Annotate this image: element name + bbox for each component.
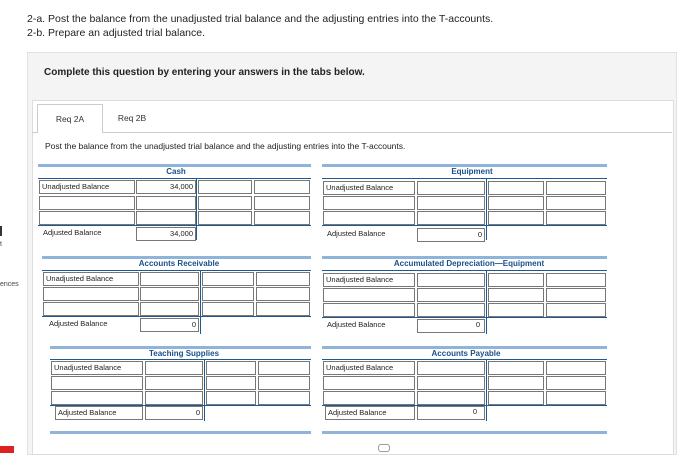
accounts-receivable-row2-credit-input[interactable] bbox=[256, 302, 310, 316]
accounts-receivable-unadjusted-credit-label-input[interactable] bbox=[202, 272, 254, 286]
accounts-payable-unadjusted-credit-input[interactable] bbox=[546, 361, 606, 375]
teaching-supplies-unadjusted-credit-label-input[interactable] bbox=[206, 361, 256, 375]
cash-unadjusted-credit-label[interactable] bbox=[198, 180, 252, 194]
instruction-2b: 2-b. Prepare an adjusted trial balance. bbox=[27, 27, 206, 39]
equipment-unadjusted-credit-input[interactable] bbox=[546, 181, 606, 195]
teaching-supplies-unadjusted-debit-input[interactable] bbox=[145, 361, 203, 375]
equipment-adjusted-label: Adjusted Balance bbox=[325, 228, 415, 242]
t-account-divider-accumulated-depreciation bbox=[486, 270, 487, 334]
margin-red-marker bbox=[0, 446, 14, 453]
cash-adjusted-input[interactable]: 34,000 bbox=[136, 227, 196, 241]
teaching-supplies-row1-credit-label-input[interactable] bbox=[206, 376, 256, 390]
accounts-payable-row1-credit-label-input[interactable] bbox=[488, 376, 544, 390]
tab-req-2b-label: Req 2B bbox=[117, 113, 147, 123]
equipment-unadjusted-credit-label-input[interactable] bbox=[488, 181, 544, 195]
accounts-receivable-row2-debit-input[interactable] bbox=[140, 302, 199, 316]
accounts-payable-row2-credit-label-input[interactable] bbox=[488, 391, 544, 405]
accounts-payable-row1-label-input[interactable] bbox=[323, 376, 415, 390]
t-account-total-line-cash bbox=[38, 225, 311, 226]
cash-adjusted-label: Adjusted Balance bbox=[41, 227, 135, 241]
margin-fragment-1: t bbox=[0, 241, 2, 248]
accumulated-depreciation-row2-label-input[interactable] bbox=[323, 303, 415, 317]
teaching-supplies-unadjusted-credit-input[interactable] bbox=[258, 361, 310, 375]
t-account-bar-cash bbox=[38, 164, 311, 167]
equipment-row1-credit-input[interactable] bbox=[546, 196, 606, 210]
cash-row2-credit-label-input[interactable] bbox=[198, 211, 252, 225]
accounts-payable-adjusted-input[interactable]: 0 bbox=[472, 407, 477, 416]
cash-row1-credit-input[interactable] bbox=[254, 196, 310, 210]
equipment-row2-debit-input[interactable] bbox=[417, 211, 485, 225]
teaching-supplies-row2-credit-input[interactable] bbox=[258, 391, 310, 405]
t-account-line-accumulated-depreciation bbox=[322, 270, 607, 271]
accounts-payable-adjusted-label: Adjusted Balance bbox=[325, 406, 415, 420]
accounts-receivable-row2-credit-label-input[interactable] bbox=[202, 302, 254, 316]
equipment-adjusted-input[interactable]: 0 bbox=[417, 228, 485, 242]
teaching-supplies-row2-debit-input[interactable] bbox=[145, 391, 203, 405]
instruction-2a: 2-a. Post the balance from the unadjusted trial balance and the adjusting entries into the T-accounts. bbox=[27, 13, 494, 25]
accumulated-depreciation-row1-label-input[interactable] bbox=[323, 288, 415, 302]
accounts-payable-row0-credit-label-input[interactable] bbox=[488, 361, 544, 375]
accounts-receivable-row1-credit-label-input[interactable] bbox=[202, 287, 254, 301]
cash-row1-credit-label-input[interactable] bbox=[198, 196, 252, 210]
t-account-title-accumulated-depreciation: Accumulated Depreciation—Equipment bbox=[393, 259, 545, 268]
teaching-supplies-adjusted-input[interactable]: 0 bbox=[145, 406, 203, 420]
bottom-bar-left bbox=[50, 431, 311, 434]
accounts-receivable-adjusted-label: Adjusted Balance bbox=[47, 318, 139, 332]
t-account-bar-accounts-receivable bbox=[42, 256, 311, 259]
accumulated-depreciation-row2-credit-label-input[interactable] bbox=[488, 303, 544, 317]
accounts-payable-row1-debit-input[interactable] bbox=[417, 376, 485, 390]
t-account-divider-accounts-payable bbox=[486, 359, 487, 421]
teaching-supplies-row1-credit-input[interactable] bbox=[258, 376, 310, 390]
cash-unadjusted-label: Unadjusted Balance bbox=[39, 180, 135, 194]
cash-row1-debit-input[interactable] bbox=[136, 196, 196, 210]
equipment-unadjusted-label: Unadjusted Balance bbox=[323, 181, 415, 195]
t-account-divider-equipment bbox=[486, 178, 487, 240]
t-account-line-teaching-supplies bbox=[50, 359, 311, 360]
accumulated-depreciation-row2-credit-input[interactable] bbox=[546, 303, 606, 317]
bottom-bar-right bbox=[322, 431, 607, 434]
t-account-title-teaching-supplies: Teaching Supplies bbox=[148, 349, 220, 358]
link-icon bbox=[378, 444, 390, 452]
cash-unadjusted-debit-input[interactable]: 34,000 bbox=[136, 180, 196, 194]
equipment-row1-credit-label-input[interactable] bbox=[488, 196, 544, 210]
t-account-divider-teaching-supplies bbox=[204, 359, 205, 421]
t-account-bar-equipment bbox=[322, 164, 607, 167]
t-account-title-accounts-receivable: Accounts Receivable bbox=[138, 259, 220, 268]
t-account-total-line-accounts-receivable bbox=[42, 316, 311, 317]
t-account-bar-accounts-payable bbox=[322, 346, 607, 349]
tab-req-2a-label: Req 2A bbox=[55, 114, 85, 124]
cash-row1-label-input[interactable] bbox=[39, 196, 135, 210]
tab-req-2a[interactable] bbox=[37, 104, 103, 133]
accumulated-depreciation-row0-credit-label-input[interactable] bbox=[488, 273, 544, 287]
teaching-supplies-adjusted-label: Adjusted Balance bbox=[55, 406, 143, 420]
post-instruction: Post the balance from the unadjusted trial balance and the adjusting entries into the T-accounts. bbox=[45, 141, 406, 151]
accumulated-depreciation-adjusted-input[interactable]: 0 bbox=[475, 320, 480, 329]
accumulated-depreciation-row1-credit-label-input[interactable] bbox=[488, 288, 544, 302]
accumulated-depreciation-unadjusted-label: Unadjusted Balance bbox=[323, 273, 415, 287]
teaching-supplies-row1-debit-input[interactable] bbox=[145, 376, 203, 390]
t-account-line-accounts-payable bbox=[322, 359, 607, 360]
accounts-payable-row2-label-input[interactable] bbox=[323, 391, 415, 405]
accounts-payable-unadjusted-label: Unadjusted Balance bbox=[323, 361, 415, 375]
accumulated-depreciation-row2-debit-input[interactable] bbox=[417, 303, 485, 317]
tab-req-2b[interactable] bbox=[103, 104, 161, 132]
accounts-receivable-unadjusted-debit-input[interactable] bbox=[140, 272, 199, 286]
margin-fragment-2: ences bbox=[0, 281, 19, 288]
teaching-supplies-row2-credit-label-input[interactable] bbox=[206, 391, 256, 405]
accounts-payable-row2-debit-input[interactable] bbox=[417, 391, 485, 405]
accounts-receivable-unadjusted-credit-input[interactable] bbox=[256, 272, 310, 286]
t-account-title-cash: Cash bbox=[166, 167, 186, 176]
accounts-receivable-row2-label-input[interactable] bbox=[43, 302, 139, 316]
cash-unadjusted-credit-input[interactable] bbox=[254, 180, 310, 194]
accounts-receivable-adjusted-input[interactable]: 0 bbox=[140, 318, 199, 332]
cash-row2-debit-input[interactable] bbox=[136, 211, 196, 225]
t-account-line-equipment bbox=[322, 178, 607, 179]
equipment-row2-label-input[interactable] bbox=[323, 211, 415, 225]
t-account-title-accounts-payable: Accounts Payable bbox=[431, 349, 501, 358]
accounts-receivable-unadjusted-label: Unadjusted Balance bbox=[43, 272, 139, 286]
teaching-supplies-row1-label-input[interactable] bbox=[51, 376, 143, 390]
complete-question-label: Complete this question by entering your answers in the tabs below. bbox=[44, 67, 365, 78]
accounts-payable-row0-debit-input[interactable] bbox=[417, 361, 485, 375]
t-account-line-cash bbox=[38, 178, 311, 179]
t-account-total-line-equipment bbox=[322, 225, 607, 226]
equipment-row2-credit-label-input[interactable] bbox=[488, 211, 544, 225]
accumulated-depreciation-row1-debit-input[interactable] bbox=[417, 288, 485, 302]
accounts-receivable-row1-label-input[interactable] bbox=[43, 287, 139, 301]
margin-marker bbox=[0, 226, 2, 236]
t-account-bar-accumulated-depreciation bbox=[322, 256, 607, 259]
equipment-unadjusted-debit-input[interactable] bbox=[417, 181, 485, 195]
equipment-row1-label-input[interactable] bbox=[323, 196, 415, 210]
accumulated-depreciation-row1-credit-input[interactable] bbox=[546, 288, 606, 302]
teaching-supplies-row2-label-input[interactable] bbox=[51, 391, 143, 405]
accounts-payable-row2-credit-input[interactable] bbox=[546, 391, 606, 405]
t-account-divider-cash bbox=[196, 178, 197, 240]
t-account-line-accounts-receivable bbox=[42, 270, 311, 271]
t-account-divider-accounts-receivable bbox=[200, 270, 201, 334]
accumulated-depreciation-adjusted-label: Adjusted Balance bbox=[325, 319, 415, 333]
t-account-total-line-accumulated-depreciation bbox=[322, 317, 607, 318]
accounts-receivable-row1-debit-input[interactable] bbox=[140, 287, 199, 301]
accumulated-depreciation-row0-debit-input[interactable] bbox=[417, 273, 485, 287]
t-account-bar-teaching-supplies bbox=[50, 346, 311, 349]
equipment-row1-debit-input[interactable] bbox=[417, 196, 485, 210]
tab-divider bbox=[32, 132, 672, 133]
accumulated-depreciation-unadjusted-credit-input[interactable] bbox=[546, 273, 606, 287]
cash-row2-credit-input[interactable] bbox=[254, 211, 310, 225]
teaching-supplies-unadjusted-label: Unadjusted Balance bbox=[51, 361, 143, 375]
accounts-receivable-row1-credit-input[interactable] bbox=[256, 287, 310, 301]
equipment-row2-credit-input[interactable] bbox=[546, 211, 606, 225]
cash-row2-label-input[interactable] bbox=[39, 211, 135, 225]
t-account-title-equipment: Equipment bbox=[451, 167, 493, 176]
accounts-payable-row1-credit-input[interactable] bbox=[546, 376, 606, 390]
